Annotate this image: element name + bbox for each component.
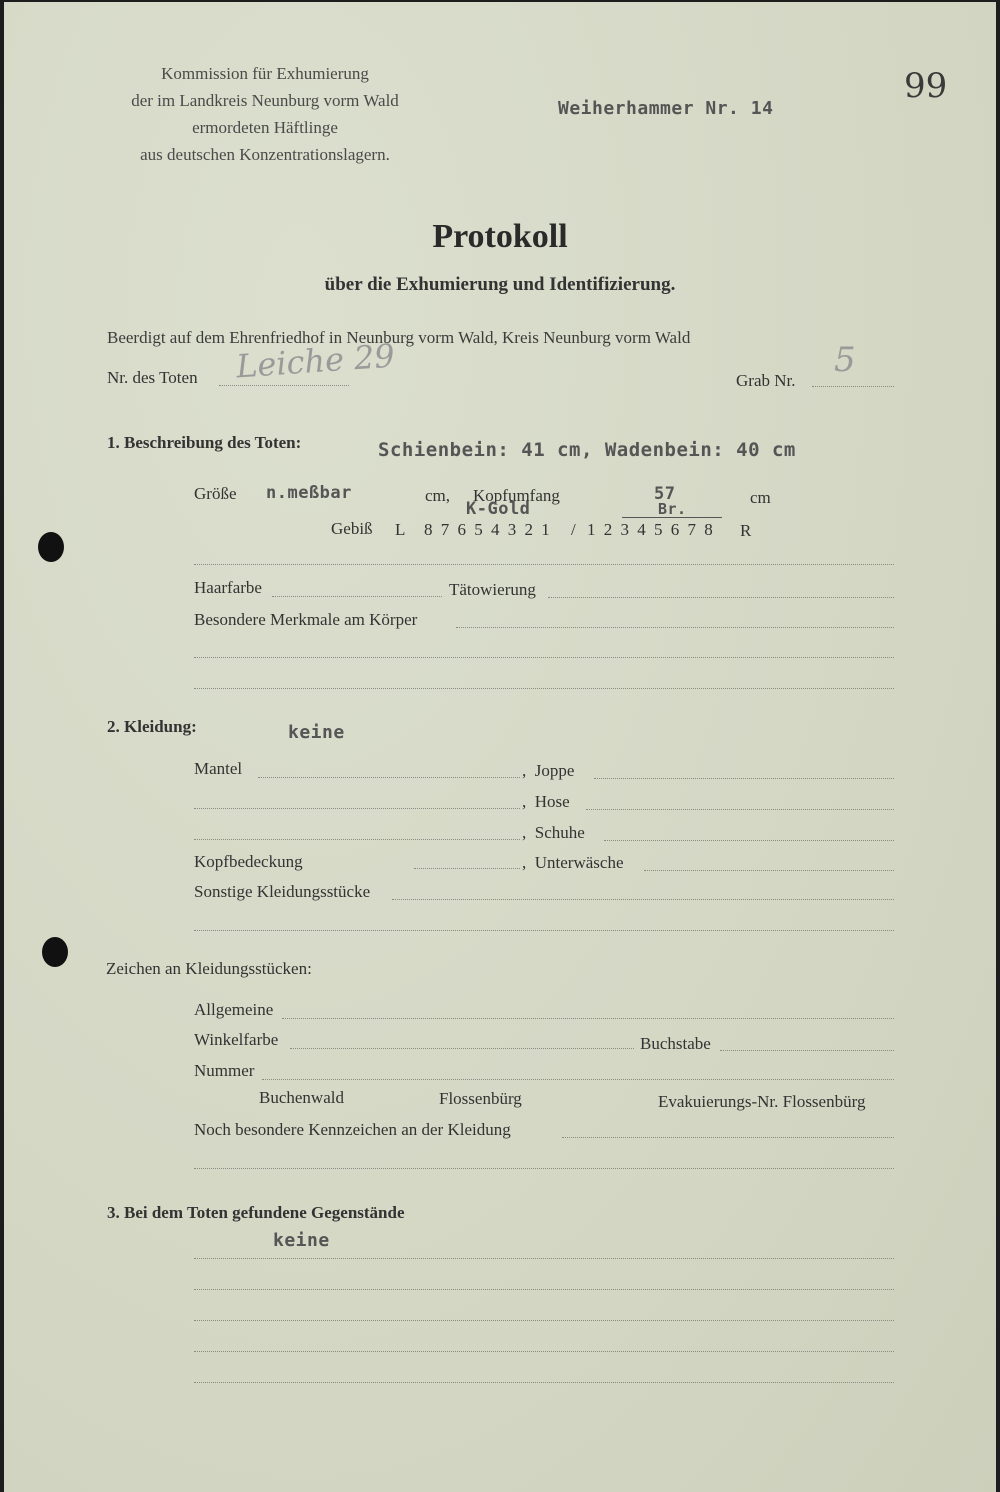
section1-label: 1. Beschreibung des Toten: [107,433,302,452]
gebiss-label: Gebiß [331,519,373,538]
unterwaesche-text: Unterwäsche [534,853,624,872]
section2-typed: keine [288,722,345,743]
winkelfarbe-dots [290,1048,634,1049]
grab-handwritten: 5 [834,340,856,380]
buchstabe-dots [720,1050,894,1051]
nummer-dots [262,1079,894,1080]
grab-dots [812,386,894,387]
mantel-dots [258,777,520,778]
nr-handwritten: Leiche 29 [234,336,396,386]
grab-label: Grab Nr. [736,371,796,390]
teeth-left: 8 7 6 5 4 3 2 1 [424,520,552,539]
document-title: Protokoll [432,218,568,255]
kgold-typed: K-Gold [466,499,531,519]
section2-label: 2. Kleidung: [107,717,197,736]
section1-line-1 [194,564,894,565]
location-stamp: Weiherhammer Nr. 14 [558,98,774,119]
section3-line-3 [194,1320,894,1321]
kopfumfang-label: Kopfumfang [473,486,560,505]
nummer-label: Nummer [194,1061,255,1080]
groesse-label: Größe [194,484,237,503]
haarfarbe-dots [272,596,442,597]
buchstabe-label: Buchstabe [640,1034,711,1053]
joppe-dots [594,778,894,779]
commission-line-1: Kommission für Exhumierung [161,64,369,83]
hose-left-dots [194,808,520,809]
schuhe-label: , Schuhe [522,823,585,842]
bridge-line [622,517,722,518]
mantel-label: Mantel [194,759,243,778]
teeth-separator: / [571,520,576,539]
haarfarbe-label: Haarfarbe [194,578,262,597]
hose-dots [586,809,894,810]
commission-line-4: aus deutschen Konzentrationslagern. [140,145,390,164]
bridge-typed: Br. [658,500,687,518]
section3-line-1 [194,1258,894,1259]
punch-hole-bottom [42,937,68,967]
page-number: 99 [904,66,948,106]
allgemeine-dots [282,1018,894,1019]
sonstige-label: Sonstige Kleidungsstücke [194,882,371,901]
section3-line-5 [194,1382,894,1383]
kopfbedeckung-label: Kopfbedeckung [194,852,303,871]
nr-label: Nr. des Toten [107,368,198,387]
section3-line-4 [194,1351,894,1352]
taetowierung-label: Tätowierung [449,580,536,599]
section1-line-3 [194,688,894,689]
groesse-value: n.meßbar [266,483,352,503]
section2-line-extra [194,930,894,931]
joppe-text: Joppe [534,761,575,780]
section1-typed: Schienbein: 41 cm, Wadenbein: 40 cm [378,439,796,461]
noch-dots [562,1137,894,1138]
joppe-label: , Joppe [522,761,575,780]
gebiss-R: R [740,521,752,540]
kopfumfang-value: 57 [654,484,676,504]
zeichen-line-extra [194,1168,894,1169]
burial-line: Beerdigt auf dem Ehrenfriedhof in Neunburg vorm Wald, Kreis Neunburg vorm Wald [107,328,691,347]
section1-line-2 [194,657,894,658]
hose-label: , Hose [522,792,570,811]
commission-header [100,60,430,168]
section3-typed: keine [273,1230,330,1251]
taetowierung-dots [548,597,894,598]
commission-line-2: der im Landkreis Neunburg vorm Wald [131,91,399,110]
merkmale-label: Besondere Merkmale am Körper [194,610,418,629]
unterwaesche-dots [644,870,894,871]
schuhe-left-dots [194,839,520,840]
document-subtitle: über die Exhumierung und Identifizierung. [324,274,676,295]
merkmale-dots [456,627,894,628]
unterwaesche-label: , Unterwäsche [522,853,624,872]
flossenbuerg-label: Flossenbürg [439,1089,522,1108]
evakuierung-label: Evakuierungs-Nr. Flossenbürg [658,1092,866,1111]
noch-label: Noch besondere Kennzeichen an der Kleidung [194,1120,511,1139]
schuhe-dots [604,840,894,841]
winkelfarbe-label: Winkelfarbe [194,1030,279,1049]
section3-line-2 [194,1289,894,1290]
sonstige-dots [392,899,894,900]
gebiss-L: L [395,520,406,539]
schuhe-text: Schuhe [534,823,585,842]
teeth-right: 1 2 3 4 5 6 7 8 [587,520,715,539]
zeichen-label: Zeichen an Kleidungsstücken: [106,959,312,978]
cm-label-2: cm [750,488,771,507]
allgemeine-label: Allgemeine [194,1000,274,1019]
hose-text: Hose [534,792,570,811]
commission-line-3: ermordeten Häftlinge [192,118,338,137]
punch-hole-top [38,532,64,562]
section3-label: 3. Bei dem Toten gefundene Gegenstände [107,1203,405,1222]
cm-label-1: cm, [425,486,451,505]
kopfbedeckung-dots [414,868,520,869]
buchenwald-label: Buchenwald [259,1088,344,1107]
document-page [4,2,996,1492]
